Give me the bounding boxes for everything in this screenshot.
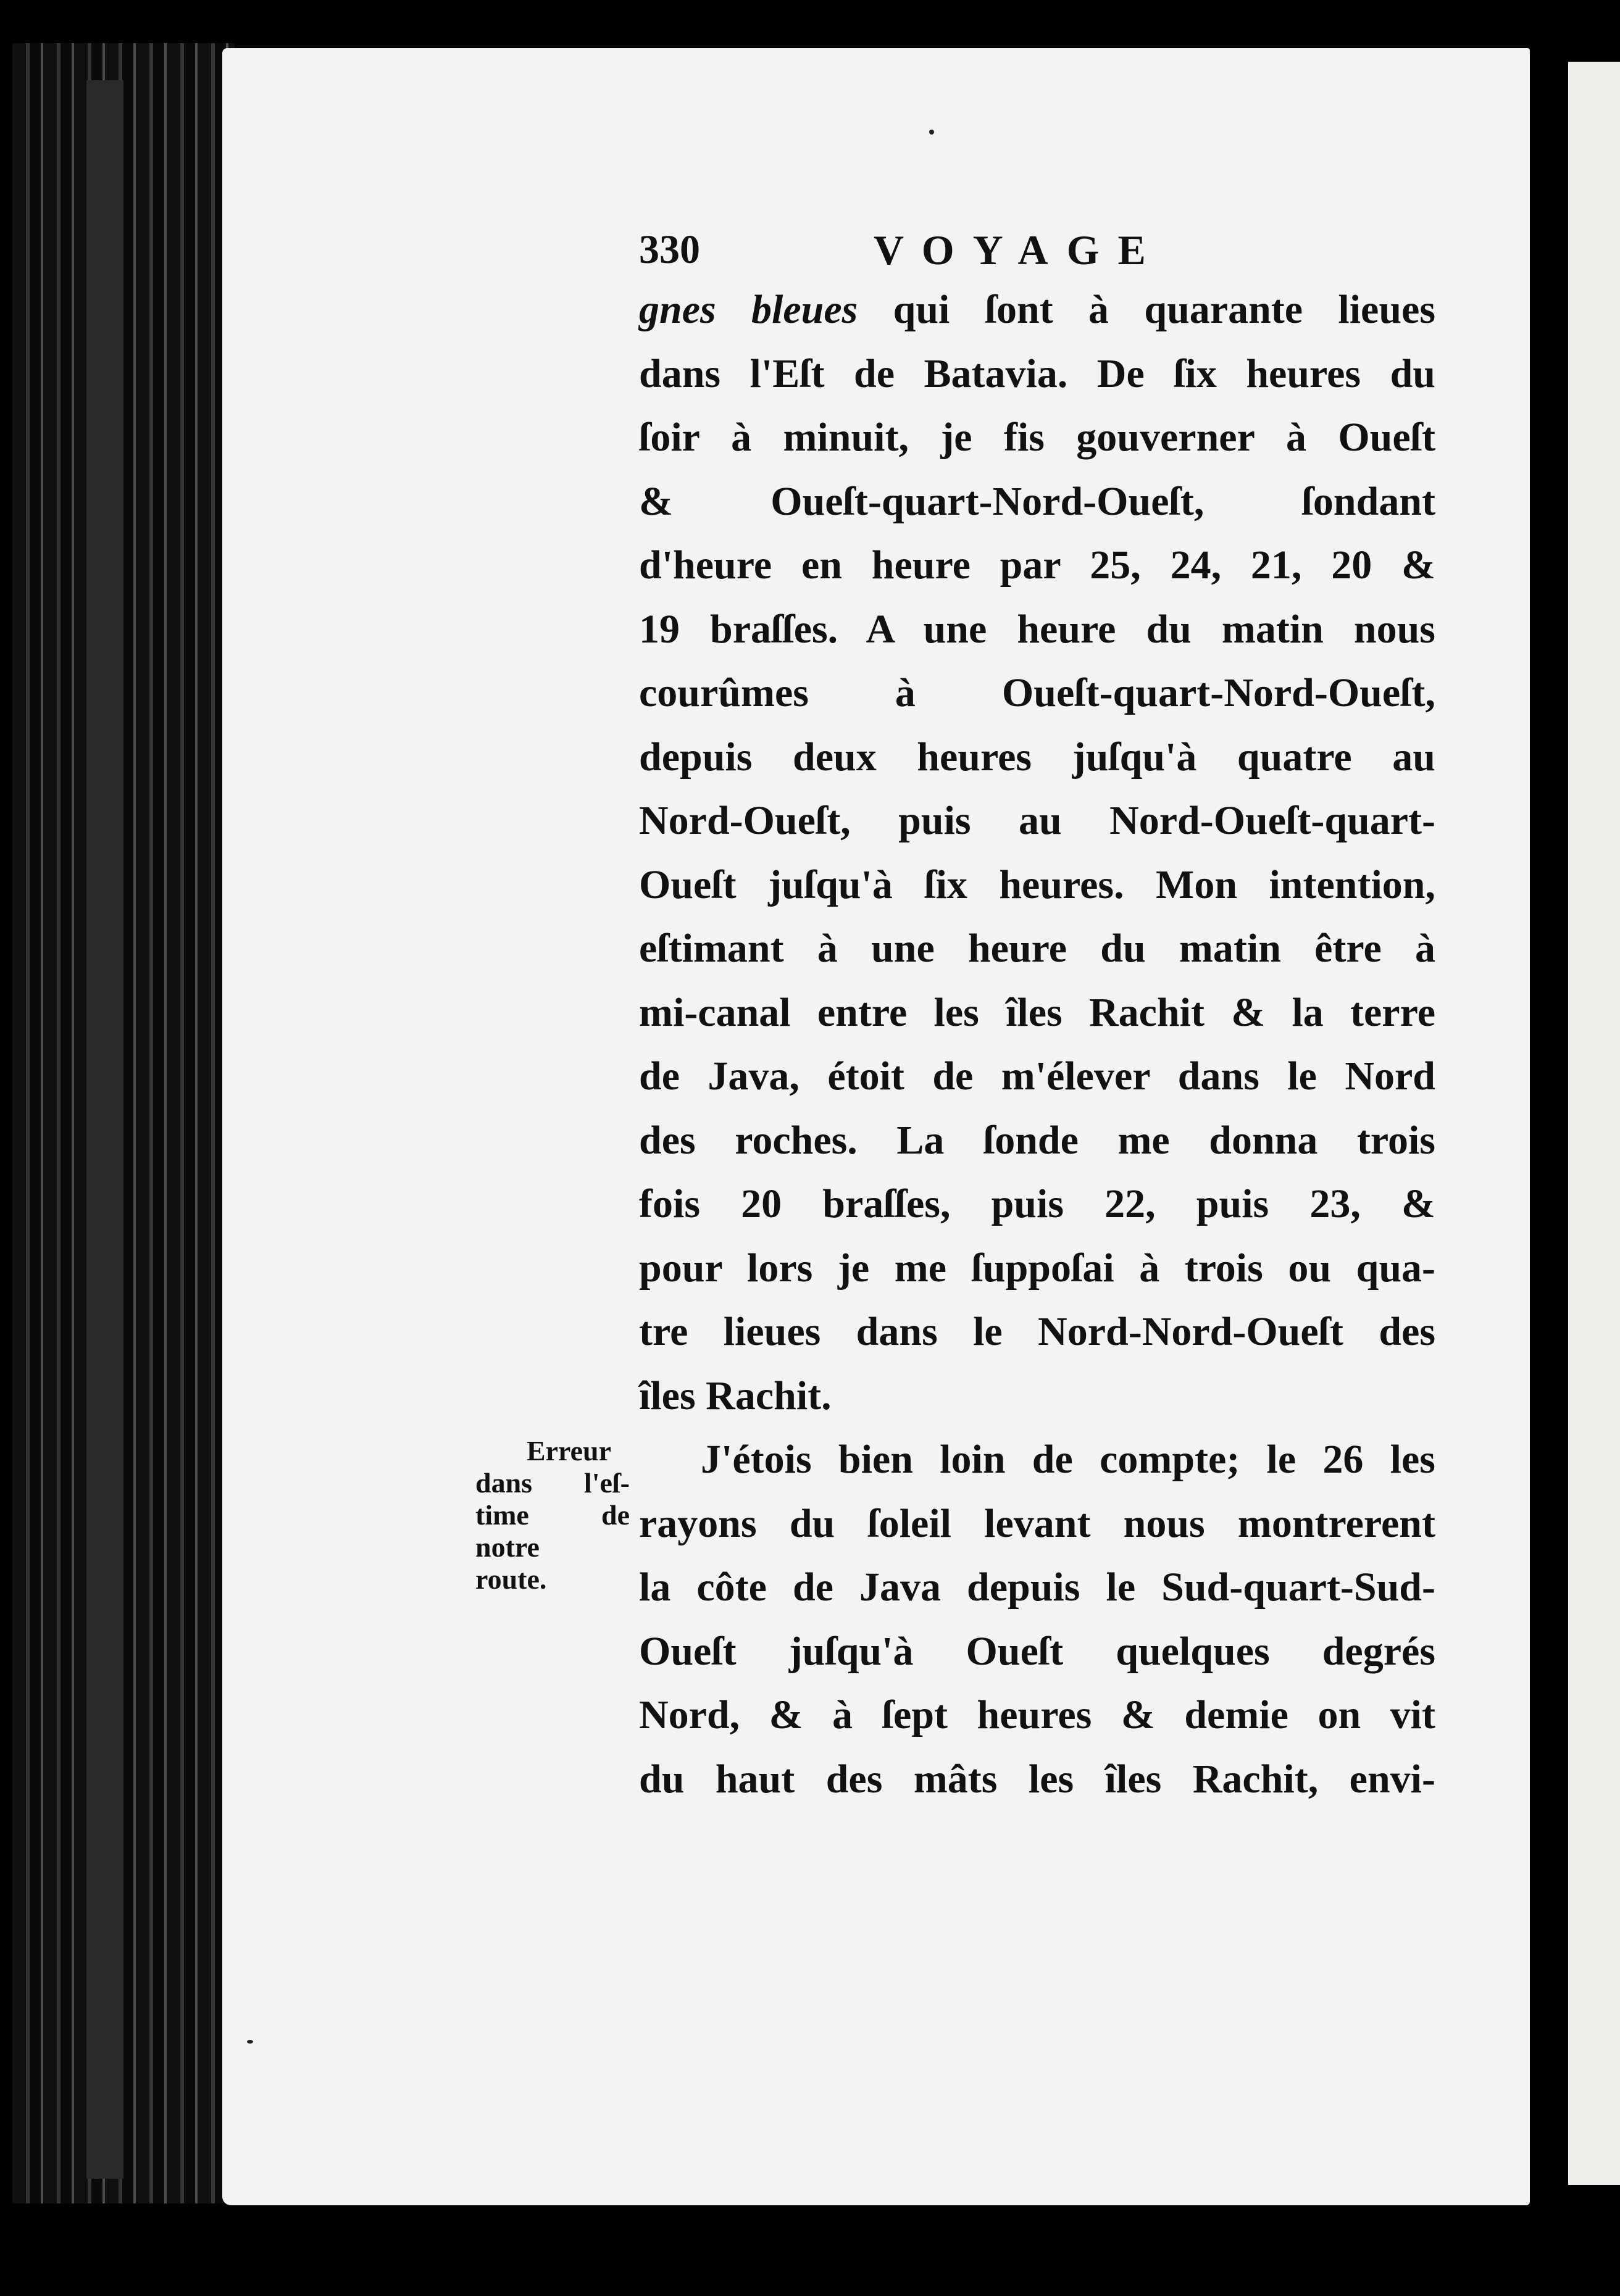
text-line: rayons du ſoleil levant nous montrerent	[639, 1500, 1435, 1546]
text-block	[639, 222, 1435, 1811]
paper-speck	[929, 130, 934, 135]
text-line: des roches. La ſonde me donna trois	[639, 1117, 1435, 1163]
text-line: de Java, étoit de m'élever dans le Nord	[639, 1054, 1435, 1099]
text-line: îles Rachit.	[639, 1373, 832, 1418]
margin-note-line: notre	[475, 1531, 540, 1563]
page-number: 330	[639, 227, 700, 272]
text-line: 19 braſſes. A une heure du matin nous	[639, 606, 1435, 652]
text-line: fois 20 braſſes, puis 22, puis 23, &	[639, 1181, 1435, 1226]
book-page-edges	[12, 43, 235, 2203]
running-title: VOYAGE	[874, 227, 1164, 273]
text-run: qui ſont à quarante lieues	[858, 287, 1436, 332]
text-line-indented: J'étois bien loin de compte; le 26 les	[701, 1437, 1435, 1482]
running-head	[639, 222, 1435, 278]
text-line: eſtimant à une heure du matin être à	[639, 926, 1435, 971]
text-line: mi-canal entre les îles Rachit & la terre	[639, 989, 1435, 1035]
text-line: dans l'Eſt de Batavia. De ſix heures du	[639, 351, 1435, 396]
text-line: pour lors je me ſuppoſai à trois ou qua-	[639, 1245, 1435, 1291]
margin-note-line: time de	[475, 1499, 630, 1531]
text-line: courûmes à Oueſt-quart-Nord-Oueſt,	[639, 670, 1435, 715]
text-line: la côte de Java depuis le Sud-quart-Sud-	[639, 1565, 1435, 1610]
book-page-edge-highlight	[86, 80, 123, 2179]
body-text	[639, 278, 1435, 1811]
text-line: Nord-Oueſt, puis au Nord-Oueſt-quart-	[639, 798, 1435, 843]
italic-run: gnes bleues	[639, 287, 858, 332]
text-line: ſoir à minuit, je fis gouverner à Oueſt	[639, 415, 1435, 460]
text-line: Oueſt juſqu'à ſix heures. Mon intention,	[639, 862, 1435, 907]
text-line: Nord, & à ſept heures & demie on vit	[639, 1692, 1435, 1737]
text-line: & Oueſt-quart-Nord-Oueſt, ſondant	[639, 478, 1435, 524]
text-line: tre lieues dans le Nord-Nord-Oueſt des	[639, 1309, 1435, 1354]
margin-note-line: Erreur	[526, 1435, 611, 1466]
text-line: du haut des mâts les îles Rachit, envi-	[639, 1756, 1435, 1802]
text-line: depuis deux heures juſqu'à quatre au	[639, 734, 1435, 780]
facing-page-edge	[1568, 62, 1620, 2185]
text-line: d'heure en heure par 25, 24, 21, 20 &	[639, 543, 1435, 588]
margin-note-line: route.	[475, 1563, 547, 1595]
text-line	[639, 278, 1435, 342]
paper-speck	[247, 2040, 253, 2044]
text-line: Oueſt juſqu'à Oueſt quelques degrés	[639, 1628, 1435, 1674]
margin-note-line: dans l'eſ-	[475, 1467, 630, 1499]
margin-note	[475, 1435, 630, 1595]
